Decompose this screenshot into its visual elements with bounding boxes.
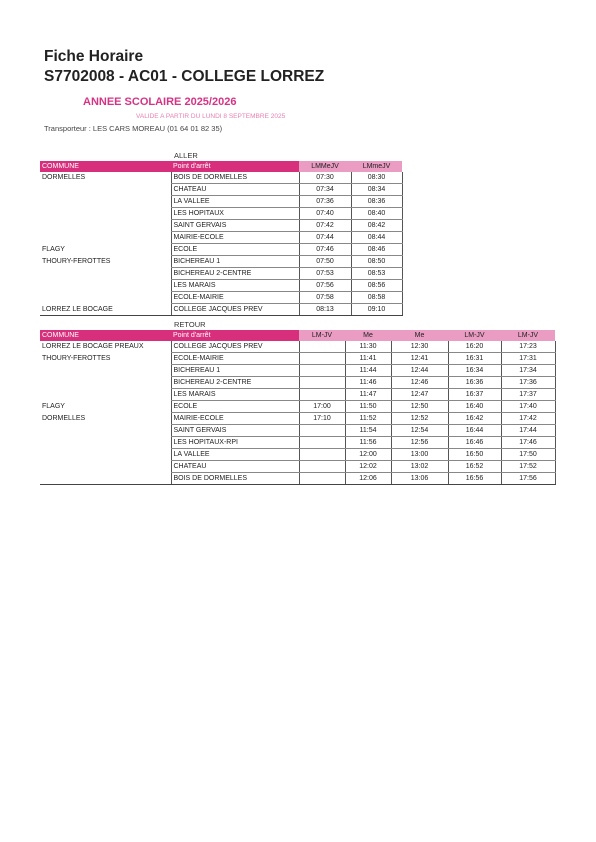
time-cell: 08:50 (351, 256, 402, 268)
time-cell: 16:31 (448, 353, 501, 365)
time-cell: 12:46 (391, 377, 448, 389)
time-cell: 17:40 (501, 401, 555, 413)
time-cell: 11:54 (345, 425, 391, 437)
table-row (40, 437, 555, 449)
table-row (40, 353, 555, 365)
time-cell: 12:00 (345, 449, 391, 461)
time-cell: 07:53 (299, 268, 351, 280)
stop-cell: LES MARAIS (171, 280, 299, 292)
stop-cell: SAINT GERVAIS (171, 220, 299, 232)
time-cell: 08:34 (351, 184, 402, 196)
time-cell: 07:40 (299, 208, 351, 220)
time-cell: 16:50 (448, 449, 501, 461)
aller-col-commune: COMMUNE (40, 161, 171, 172)
table-row (40, 304, 402, 316)
table-row (40, 449, 555, 461)
time-cell: 11:50 (345, 401, 391, 413)
time-cell: 11:41 (345, 353, 391, 365)
table-row (40, 232, 402, 244)
time-cell: 12:54 (391, 425, 448, 437)
time-cell (299, 437, 345, 449)
time-cell: 08:53 (351, 268, 402, 280)
time-cell: 12:44 (391, 365, 448, 377)
retour-label: RETOUR (174, 320, 206, 329)
stop-cell: BOIS DE DORMELLES (171, 172, 299, 184)
time-cell: 17:36 (501, 377, 555, 389)
table-row (40, 172, 402, 184)
table-row (40, 425, 555, 437)
time-cell: 11:56 (345, 437, 391, 449)
retour-col-time: LM-JV (448, 330, 501, 341)
stop-cell: BICHEREAU 2-CENTRE (171, 268, 299, 280)
time-cell: 11:52 (345, 413, 391, 425)
time-cell (299, 341, 345, 353)
validity-note: VALIDE A PARTIR DU LUNDI 8 SEPTEMBRE 2025 (136, 113, 286, 120)
table-row (40, 244, 402, 256)
commune-cell: THOURY-FEROTTES (42, 355, 111, 362)
time-cell: 12:41 (391, 353, 448, 365)
stop-cell: LA VALLEE (171, 449, 299, 461)
time-cell: 11:46 (345, 377, 391, 389)
table-row (40, 401, 555, 413)
stop-cell: LES MARAIS (171, 389, 299, 401)
table-row (40, 292, 402, 304)
time-cell (299, 473, 345, 485)
stop-cell: COLLEGE JACQUES PREV (171, 304, 299, 316)
time-cell: 07:58 (299, 292, 351, 304)
carrier-info: Transporteur : LES CARS MOREAU (01 64 01 82 35) (44, 124, 223, 133)
table-row (40, 268, 402, 280)
table-row (40, 413, 555, 425)
stop-cell: COLLEGE JACQUES PREV (171, 341, 299, 353)
commune-cell (40, 377, 171, 389)
table-row (40, 184, 402, 196)
time-cell: 16:36 (448, 377, 501, 389)
commune-cell (40, 437, 171, 449)
time-cell: 11:44 (345, 365, 391, 377)
commune-cell (40, 220, 171, 232)
commune-cell: DORMELLES (42, 174, 86, 182)
aller-label: ALLER (174, 151, 198, 160)
table-row (40, 389, 555, 401)
table-row (40, 365, 555, 377)
stop-cell: BOIS DE DORMELLES (171, 473, 299, 485)
commune-cell (40, 232, 171, 244)
time-cell: 11:30 (345, 341, 391, 353)
commune-cell (40, 473, 171, 485)
time-cell: 07:56 (299, 280, 351, 292)
retour-col-time: Me (345, 330, 391, 341)
time-cell: 07:50 (299, 256, 351, 268)
stop-cell: CHATEAU (171, 184, 299, 196)
aller-col-time: LMmeJV (351, 161, 402, 172)
stop-cell: SAINT GERVAIS (171, 425, 299, 437)
stop-cell: ECOLE-MAIRIE (171, 292, 299, 304)
time-cell: 17:44 (501, 425, 555, 437)
time-cell: 17:23 (501, 341, 555, 353)
time-cell: 17:46 (501, 437, 555, 449)
time-cell: 07:34 (299, 184, 351, 196)
table-row (40, 208, 402, 220)
time-cell: 07:36 (299, 196, 351, 208)
line-title: S7702008 - AC01 - COLLEGE LORREZ (44, 68, 325, 85)
time-cell: 07:30 (299, 172, 351, 184)
commune-cell: DORMELLES (42, 415, 86, 422)
time-cell: 17:50 (501, 449, 555, 461)
time-cell: 07:46 (299, 244, 351, 256)
time-cell: 17:31 (501, 353, 555, 365)
time-cell: 12:56 (391, 437, 448, 449)
aller-col-stop: Point d'arrêt (171, 161, 299, 172)
table-row (40, 461, 555, 473)
school-year: ANNEE SCOLAIRE 2025/2026 (83, 96, 237, 108)
time-cell (299, 377, 345, 389)
time-cell: 12:47 (391, 389, 448, 401)
retour-col-time: LM-JV (501, 330, 555, 341)
commune-cell (40, 425, 171, 437)
time-cell (299, 461, 345, 473)
stop-cell: LES HOPITAUX-RPI (171, 437, 299, 449)
table-row (40, 341, 555, 353)
retour-col-stop: Point d'arrêt (171, 330, 299, 341)
retour-timetable (40, 330, 556, 485)
time-cell (299, 353, 345, 365)
table-row (40, 196, 402, 208)
time-cell: 08:40 (351, 208, 402, 220)
time-cell: 12:06 (345, 473, 391, 485)
time-cell: 17:10 (299, 413, 345, 425)
stop-cell: ECOLE-MAIRIE (171, 353, 299, 365)
stop-cell: BICHEREAU 1 (171, 256, 299, 268)
time-cell: 16:34 (448, 365, 501, 377)
stop-cell: BICHEREAU 2-CENTRE (171, 377, 299, 389)
commune-cell (40, 280, 171, 292)
time-cell: 17:00 (299, 401, 345, 413)
stop-cell: LES HOPITAUX (171, 208, 299, 220)
table-row (40, 280, 402, 292)
time-cell: 08:46 (351, 244, 402, 256)
commune-cell (40, 208, 171, 220)
time-cell: 16:40 (448, 401, 501, 413)
time-cell: 13:02 (391, 461, 448, 473)
time-cell: 08:58 (351, 292, 402, 304)
time-cell: 11:47 (345, 389, 391, 401)
commune-cell: FLAGY (42, 246, 65, 253)
time-cell: 12:52 (391, 413, 448, 425)
commune-cell: THOURY-FEROTTES (42, 258, 111, 265)
time-cell: 17:37 (501, 389, 555, 401)
time-cell: 07:42 (299, 220, 351, 232)
time-cell: 16:20 (448, 341, 501, 353)
time-cell: 07:44 (299, 232, 351, 244)
stop-cell: ECOLE (171, 401, 299, 413)
stop-cell: MAIRIE-ECOLE (171, 413, 299, 425)
commune-cell (40, 449, 171, 461)
commune-cell (40, 196, 171, 208)
commune-cell (40, 184, 171, 196)
time-cell (299, 425, 345, 437)
page-title: Fiche Horaire (44, 48, 144, 65)
time-cell: 16:37 (448, 389, 501, 401)
time-cell: 16:56 (448, 473, 501, 485)
aller-timetable (40, 161, 403, 316)
time-cell: 17:34 (501, 365, 555, 377)
retour-col-commune: COMMUNE (40, 330, 171, 341)
commune-cell (40, 365, 171, 377)
time-cell (299, 365, 345, 377)
time-cell: 08:36 (351, 196, 402, 208)
time-cell: 17:56 (501, 473, 555, 485)
retour-col-time: LM-JV (299, 330, 345, 341)
aller-col-time: LMMeJV (299, 161, 351, 172)
time-cell: 08:13 (299, 304, 351, 316)
time-cell: 13:06 (391, 473, 448, 485)
stop-cell: BICHEREAU 1 (171, 365, 299, 377)
time-cell: 17:52 (501, 461, 555, 473)
time-cell: 16:52 (448, 461, 501, 473)
time-cell: 13:00 (391, 449, 448, 461)
commune-cell: LORREZ LE BOCAGE (40, 304, 171, 316)
time-cell (299, 449, 345, 461)
time-cell: 17:42 (501, 413, 555, 425)
stop-cell: LA VALLEE (171, 196, 299, 208)
table-row (40, 256, 402, 268)
time-cell: 08:56 (351, 280, 402, 292)
retour-col-time: Me (391, 330, 448, 341)
commune-cell (40, 389, 171, 401)
time-cell (299, 389, 345, 401)
time-cell: 08:44 (351, 232, 402, 244)
time-cell: 16:46 (448, 437, 501, 449)
table-row (40, 220, 402, 232)
time-cell: 09:10 (351, 304, 402, 316)
time-cell: 08:30 (351, 172, 402, 184)
stop-cell: ECOLE (171, 244, 299, 256)
commune-cell: LORREZ LE BOCAGE PREAUX (42, 343, 144, 351)
time-cell: 12:50 (391, 401, 448, 413)
time-cell: 08:42 (351, 220, 402, 232)
time-cell: 12:02 (345, 461, 391, 473)
commune-cell (40, 461, 171, 473)
stop-cell: CHATEAU (171, 461, 299, 473)
commune-cell: FLAGY (42, 403, 65, 410)
commune-cell (40, 292, 171, 304)
time-cell: 12:30 (391, 341, 448, 353)
stop-cell: MAIRIE-ECOLE (171, 232, 299, 244)
time-cell: 16:44 (448, 425, 501, 437)
table-row (40, 473, 555, 485)
table-row (40, 377, 555, 389)
time-cell: 16:42 (448, 413, 501, 425)
commune-cell (40, 268, 171, 280)
